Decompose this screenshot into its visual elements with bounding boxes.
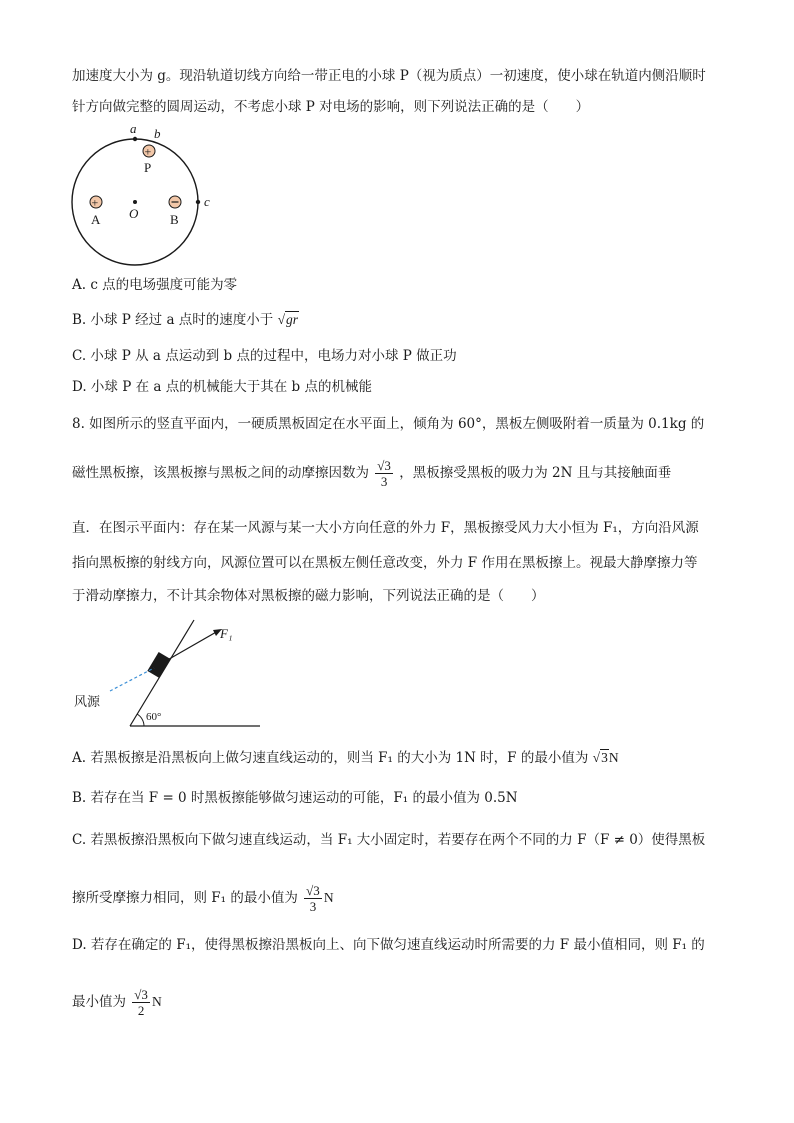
q8-stem-line-1: 8. 如图所示的竖直平面内，一硬质黑板固定在水平面上，倾角为 60°，黑板左侧吸附着一质量为 0.1kg 的 — [72, 416, 705, 432]
q8-stem-line-2-post: ，黑板擦受黑板的吸力为 2N 且与其接触面垂 — [399, 465, 672, 481]
label-c: c — [204, 194, 210, 209]
label-p: P — [144, 160, 152, 175]
label-A: A — [91, 212, 101, 227]
q7-option-c: C. 小球 P 从 a 点运动到 b 点的过程中，电场力对小球 P 做正功 — [72, 348, 457, 364]
q7-stem-line-1: 加速度大小为 g。现沿轨道切线方向给一带正电的小球 P（视为质点）一初速度，使小球在轨道内侧沿顺时 — [72, 68, 706, 84]
q8-option-d-line-1: D. 若存在确定的 F₁，使得黑板擦沿黑板向上、向下做匀速直线运动时所需要的力 F 最小值相同，则 F₁ 的 — [72, 937, 705, 953]
q7-circle-figure — [60, 118, 230, 268]
q8-blackboard-figure — [70, 616, 270, 732]
q8-option-c-line-1: C. 若黑板擦沿黑板向下做匀速直线运动，当 F₁ 大小固定时，若要存在两个不同的力 F（F ≠ 0）使得黑板 — [72, 832, 706, 848]
label-b: b — [154, 126, 161, 141]
center-o-dot — [133, 200, 137, 204]
label-angle: 60° — [146, 711, 162, 723]
q8-option-d-fraction: $\frac{√3}{2}$ — [134, 987, 148, 1018]
label-f1: F₁ — [220, 626, 233, 641]
q8-stem-line-5: 于滑动摩擦力，不计其余物体对黑板擦的磁力影响，下列说法正确的是（ ） — [72, 588, 545, 604]
q7-option-b — [72, 310, 299, 330]
label-B: B — [170, 212, 179, 227]
q7-stem-line-2: 针方向做完整的圆周运动，不考虑小球 P 对电场的影响，则下列说法正确的是（ ） — [72, 99, 590, 115]
label-a: a — [130, 121, 137, 136]
ball-p-plus: + — [144, 144, 152, 159]
q7-option-b-sqrt: √gr — [277, 312, 299, 327]
q8-option-a-sqrt: √3 — [592, 750, 608, 765]
q8-option-d-text: 最小值为 — [72, 994, 126, 1010]
q8-option-b: B. 若存在当 F = 0 时黑板擦能够做匀速运动的可能，F₁ 的最小值为 0.5N — [72, 790, 518, 806]
q8-option-a: A. 若黑板擦是沿黑板向上做匀速直线运动的，则当 F₁ 的大小为 1N 时，F 的最小值为 √3N — [72, 750, 619, 766]
q8-stem-line-2 — [72, 458, 671, 489]
label-wind-source: 风源 — [74, 695, 101, 710]
q8-stem-line-4: 指向黑板擦的射线方向，风源位置可以在黑板左侧任意改变，外力 F 作用在黑板擦上。视最大静摩擦力等 — [72, 555, 698, 571]
label-O: O — [129, 206, 139, 221]
q7-option-d: D. 小球 P 在 a 点的机械能大于其在 b 点的机械能 — [72, 379, 372, 395]
q7-option-b-text: B. 小球 P 经过 a 点时的速度小于 — [72, 312, 274, 328]
q8-option-c-text: 擦所受摩擦力相同，则 F₁ 的最小值为 — [72, 890, 298, 906]
charge-a-plus: + — [91, 195, 99, 210]
q7-option-a: A. c 点的电场强度可能为零 — [72, 277, 238, 293]
f1-arrow-line — [164, 631, 218, 662]
wind-dashed-line — [110, 668, 154, 691]
q8-stem-line-2-pre: 磁性黑板擦，该黑板擦与黑板之间的动摩擦因数为 — [72, 465, 369, 481]
eraser-block — [147, 652, 170, 678]
q8-mu-fraction: $\frac{√3}{3}$ — [377, 458, 391, 489]
q8-option-a-text: A. 若黑板擦是沿黑板向上做匀速直线运动的，则当 F₁ 的大小为 1N 时，F 的最小值为 — [72, 750, 589, 766]
q8-option-c-fraction: $\frac{√3}{3}$ — [306, 883, 320, 914]
point-a-dot — [133, 137, 137, 141]
q8-option-c-line-2: 擦所受摩擦力相同，则 F₁ 的最小值为 $\frac{√3}{3}$ N — [72, 883, 334, 914]
point-c-dot — [196, 200, 200, 204]
q8-stem-line-3: 直．在图示平面内：存在某一风源与某一大小方向任意的外力 F，黑板擦受风力大小恒为 F₁，方向沿风源 — [72, 520, 699, 536]
q8-option-d-line-2: 最小值为 $\frac{√3}{2}$ N — [72, 987, 162, 1018]
angle-arc — [137, 714, 144, 726]
